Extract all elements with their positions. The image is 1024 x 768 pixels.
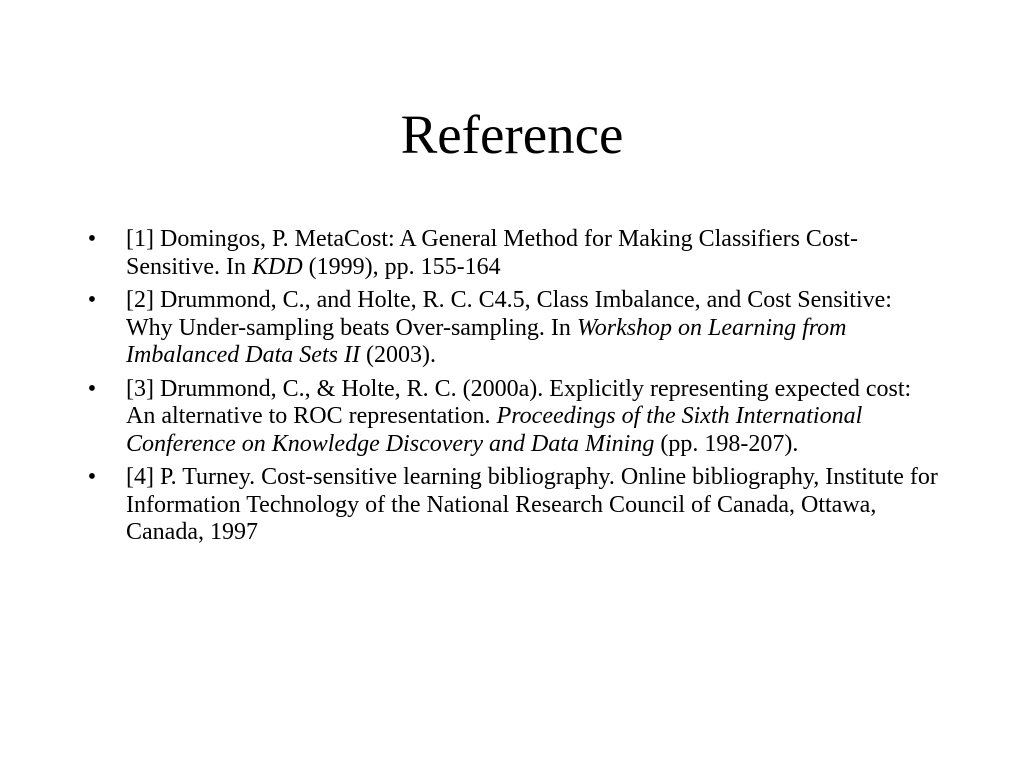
reference-segment: [3] Drummond, C., & Holte, R. C. (2000a). Explicitly representing expected cost: An alternative to ROC representation. <box>126 375 912 429</box>
reference-item <box>82 376 942 459</box>
reference-segment: (2003). <box>359 342 436 368</box>
reference-item <box>82 464 942 547</box>
reference-text <box>126 287 892 368</box>
reference-list <box>82 226 942 553</box>
bullet-icon: • <box>87 464 97 490</box>
reference-venue: KDD <box>252 253 303 280</box>
slide-title: Reference <box>400 104 624 165</box>
reference-segment: (1999), pp. 155-164 <box>302 253 501 280</box>
reference-venue: Proceedings of the Sixth International Conference on Knowledge Discovery and Data Mining <box>126 403 863 457</box>
bullet-icon: • <box>87 375 97 402</box>
reference-segment: (pp. 198-207). <box>654 430 799 457</box>
reference-venue: Workshop on Learning from Imbalanced Data Sets II <box>126 314 847 368</box>
reference-segment: [2] Drummond, C., and Holte, R. C. C4.5, Class Imbalance, and Cost Sensitive: Why Under-sampling beats Over-sampling. In <box>126 287 892 341</box>
reference-text <box>126 376 911 457</box>
reference-item <box>82 287 942 370</box>
reference-segment: [4] P. Turney. Cost-sensitive learning bibliography. Online bibliography, Institute for Information Technology of the National Research Council of Canada, Ottawa, Canada, 1997 <box>126 464 938 545</box>
reference-text <box>126 464 938 545</box>
reference-segment: [1] Domingos, P. MetaCost: A General Method for Making Classifiers Cost-Sensitive. In <box>126 226 858 280</box>
reference-text <box>126 226 858 280</box>
reference-item <box>82 226 942 281</box>
bullet-icon: • <box>87 226 97 252</box>
bullet-icon: • <box>87 287 97 313</box>
